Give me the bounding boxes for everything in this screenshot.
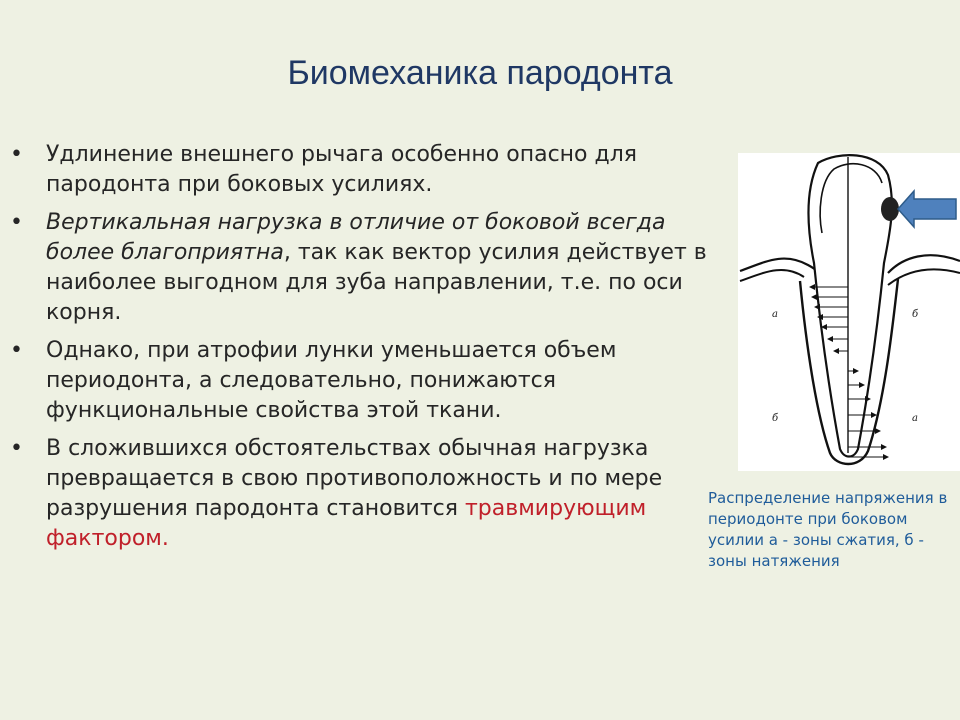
bullet-item [10,434,720,554]
bullet-text: В сложившихся обстоятельствах обычная нагрузка превращается в свою противоположность и по мере разрушения пародонта становится [46,436,663,521]
zone-label-a-upper: а [772,309,778,320]
figure-caption: Распределение напряжения в периодонте при боковом усилии а - зоны сжатия, б - зоны натяжения [708,489,948,570]
contact-point [881,197,899,221]
bullet-text: Однако, при атрофии лунки уменьшается объем периодонта, а следовательно, понижаются функциональные свойства этой ткани. [46,338,617,423]
bullet-text: Удлинение внешнего рычага особенно опасно для пародонта при боковых усилиях. [46,142,638,197]
zone-label-a-lower: а [912,413,918,424]
bullet-dot: • [10,338,23,363]
bullet-dot: • [10,436,23,461]
bullet-item [10,208,720,328]
bullet-dot: • [10,210,23,235]
bullet-text: , так как вектор усилия действует в наиболее выгодном для зуба направлении, т.е. по оси корня. [46,240,707,325]
bullet-dot: • [10,142,23,167]
bullet-list [10,140,720,562]
slide-title: Биомеханика пародонта [287,54,673,92]
bullet-item [10,336,720,426]
bullet-italic-text: Вертикальная нагрузка в отличие от боковой всегда более благоприятна [46,210,666,265]
force-arrow [898,191,956,227]
highlight-text: травмирующим фактором. [46,496,647,551]
tooth-stress-diagram [738,153,960,471]
zone-label-b-lower: б [772,413,779,424]
gum-line-right-inner [888,269,960,285]
zone-label-b-upper: б [912,309,919,320]
bullet-item [10,140,720,200]
gum-line-inner [740,270,804,281]
